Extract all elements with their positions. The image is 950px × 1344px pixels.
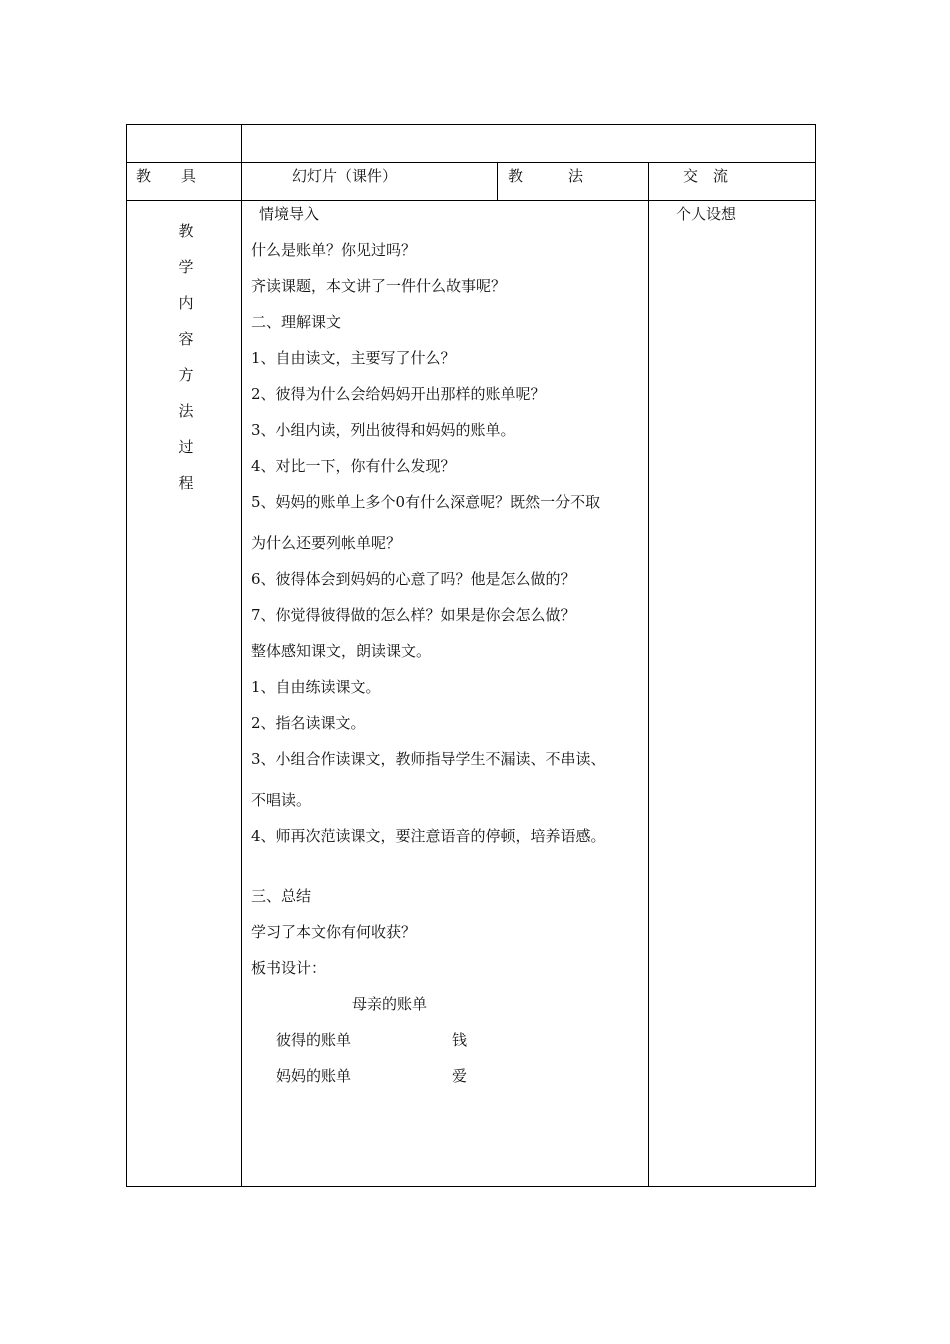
section-heading: 三、总结 <box>251 887 312 905</box>
content-line: 不唱读。 <box>251 791 312 809</box>
board-design-row-right: 钱 <box>452 1031 468 1049</box>
side-label-char: 过 <box>178 438 194 456</box>
side-label-char: 容 <box>178 330 194 348</box>
content-line: 1、自由练读课文。 <box>251 678 381 696</box>
board-design-row-left: 彼得的账单 <box>276 1031 352 1049</box>
section-heading: 情境导入 <box>259 205 320 223</box>
side-label-char: 教 <box>178 222 194 240</box>
table-column-divider-3 <box>648 162 649 1187</box>
board-design-row-left: 妈妈的账单 <box>276 1067 352 1085</box>
teaching-tools-value: 幻灯片（课件） <box>292 167 398 185</box>
content-line: 7、你觉得彼得做的怎么样？如果是你会怎么做？ <box>251 606 576 624</box>
side-label-char: 内 <box>178 294 194 312</box>
table-border-right <box>815 124 816 1187</box>
content-line: 为什么还要列帐单呢？ <box>251 534 402 552</box>
content-line: 6、彼得体会到妈妈的心意了吗？他是怎么做的？ <box>251 570 576 588</box>
side-label-char: 学 <box>178 258 194 276</box>
content-line: 3、小组合作读课文，教师指导学生不漏读、不串读、 <box>251 750 606 768</box>
content-line: 学习了本文你有何收获？ <box>251 923 417 941</box>
table-border-bottom <box>126 1186 816 1187</box>
label-teaching-method: 教 法 <box>508 167 584 185</box>
section-heading: 二、理解课文 <box>251 313 342 331</box>
side-label-char: 法 <box>178 402 194 420</box>
content-line: 整体感知课文，朗读课文。 <box>251 642 432 660</box>
content-line: 4、对比一下，你有什么发现？ <box>251 457 456 475</box>
side-label-char: 方 <box>178 366 194 384</box>
content-line: 齐读课题，本文讲了一件什么故事呢？ <box>251 277 507 295</box>
content-line: 板书设计： <box>251 959 327 977</box>
table-column-divider-1 <box>241 124 242 1187</box>
table-column-divider-2 <box>497 162 498 201</box>
content-line: 2、指名读课文。 <box>251 714 366 732</box>
table-border-left <box>126 124 127 1187</box>
content-line: 3、小组内读，列出彼得和妈妈的账单。 <box>251 421 516 439</box>
content-line: 什么是账单？你见过吗？ <box>251 241 417 259</box>
content-line: 5、妈妈的账单上多个0有什么深意呢？既然一分不取 <box>251 493 601 511</box>
board-design-title: 母亲的账单 <box>352 995 428 1013</box>
table-divider-row2 <box>126 200 816 201</box>
table-divider-row1 <box>126 162 816 163</box>
side-label-char: 程 <box>178 474 194 492</box>
label-teaching-tools: 教 具 <box>136 167 197 185</box>
board-design-row-right: 爱 <box>452 1067 468 1085</box>
teaching-method-value: 交 流 <box>683 167 729 185</box>
content-line: 1、自由读文，主要写了什么？ <box>251 349 456 367</box>
content-line: 4、师再次范读课文，要注意语音的停顿，培养语感。 <box>251 827 606 845</box>
content-line: 2、彼得为什么会给妈妈开出那样的账单呢？ <box>251 385 546 403</box>
personal-ideas-heading: 个人设想 <box>676 205 737 223</box>
table-border-top <box>126 124 816 125</box>
